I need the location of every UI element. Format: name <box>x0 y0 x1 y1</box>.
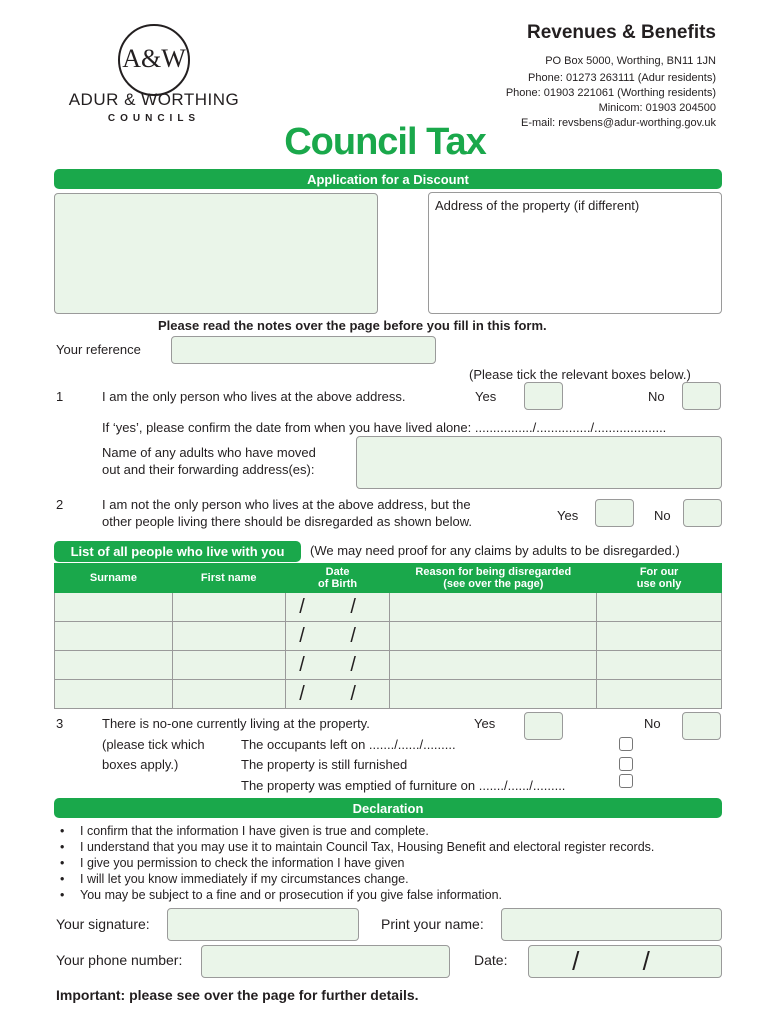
col-reason: Reason for being disregarded (see over the page) <box>390 564 597 593</box>
declaration-bar: Declaration <box>54 798 722 818</box>
q2-yes-label: Yes <box>557 508 579 523</box>
surname-cell[interactable] <box>55 651 173 680</box>
property-address-field[interactable] <box>428 192 722 314</box>
q3-no-label: No <box>644 716 661 731</box>
office-use-cell <box>597 593 722 622</box>
name-address-field[interactable] <box>54 193 378 314</box>
property-address-label: Address of the property (if different) <box>435 198 640 213</box>
signature-label: Your signature: <box>56 916 150 932</box>
first-name-cell[interactable] <box>172 680 285 709</box>
q1-adults-label-2: out and their forwarding address(es): <box>102 462 315 477</box>
people-table-header <box>55 564 722 593</box>
read-notes-instruction: Please read the notes over the page before you fill in this form. <box>158 318 547 333</box>
col-surname: Surname <box>55 564 173 593</box>
people-list-bar: List of all people who live with you <box>54 541 301 562</box>
dob-cell[interactable]: / / <box>285 593 390 622</box>
date-field[interactable] <box>528 945 722 978</box>
table-row <box>55 651 722 680</box>
date-label: Date: <box>474 952 508 968</box>
logo-councils: COUNCILS <box>107 113 201 124</box>
reason-cell[interactable] <box>390 593 597 622</box>
occupants-left-checkbox[interactable] <box>619 737 633 751</box>
q3-yes-checkbox[interactable] <box>524 712 563 740</box>
q3-yes-label: Yes <box>474 716 496 731</box>
your-reference-field[interactable] <box>171 336 436 364</box>
q1-no-checkbox[interactable] <box>682 382 721 410</box>
phone-label: Your phone number: <box>56 952 183 968</box>
emptied-checkbox[interactable] <box>619 774 633 788</box>
print-name-label: Print your name: <box>381 916 484 932</box>
furnished-checkbox[interactable] <box>619 757 633 771</box>
office-use-cell <box>597 680 722 709</box>
col-date-of-birth: Date of Birth <box>285 564 390 593</box>
surname-cell[interactable] <box>55 622 173 651</box>
q3-number: 3 <box>56 716 64 731</box>
reason-cell[interactable] <box>390 651 597 680</box>
q2-number: 2 <box>56 497 64 512</box>
q1-number: 1 <box>56 389 64 404</box>
proof-note: (We may need proof for any claims by adults to be disregarded.) <box>310 543 680 558</box>
logo-name: ADUR & WORTHING <box>68 90 240 109</box>
q3-tick-which-2: boxes apply.) <box>102 757 179 772</box>
q3-no-checkbox[interactable] <box>682 712 721 740</box>
col-first-name: First name <box>172 564 285 593</box>
first-name-cell[interactable] <box>172 622 285 651</box>
contact-email: E-mail: revsbens@adur-worthing.gov.uk <box>521 117 716 129</box>
logo-monogram: A&W <box>122 44 186 73</box>
contact-phone-worthing: Phone: 01903 221061 (Worthing residents) <box>505 87 716 99</box>
q1-text: I am the only person who lives at the above address. <box>102 389 406 404</box>
tick-note: (Please tick the relevant boxes below.) <box>469 367 691 382</box>
q3-option-emptied: The property was emptied of furniture on ......./....../......... <box>241 778 566 793</box>
moved-adults-field[interactable] <box>356 436 722 489</box>
your-reference-label: Your reference <box>56 342 141 357</box>
q2-no-checkbox[interactable] <box>683 499 722 527</box>
declaration-item: • You may be subject to a fine and or prosecution if you give false information. <box>60 887 654 903</box>
q3-tick-which-1: (please tick which <box>102 737 205 752</box>
dob-cell[interactable]: / / <box>285 651 390 680</box>
q3-option-furnished: The property is still furnished <box>241 757 408 772</box>
contact-minicom: Minicom: 01903 204500 <box>598 102 716 114</box>
q1-yes-label: Yes <box>475 389 497 404</box>
col-office-use: For our use only <box>597 564 722 593</box>
dob-cell[interactable]: / / <box>285 622 390 651</box>
table-row <box>55 622 722 651</box>
q3-text: There is no-one currently living at the property. <box>102 716 370 731</box>
phone-field[interactable] <box>201 945 450 978</box>
declaration-item: • I give you permission to check the information I have given <box>60 855 654 871</box>
application-bar: Application for a Discount <box>54 169 722 189</box>
reason-cell[interactable] <box>390 680 597 709</box>
table-row <box>55 680 722 709</box>
q3-option-occupants-left: The occupants left on ......./....../......... <box>241 737 456 752</box>
first-name-cell[interactable] <box>172 651 285 680</box>
q1-yes-checkbox[interactable] <box>524 382 563 410</box>
date-field-slashes: / / <box>572 946 678 976</box>
important-notice: Important: please see over the page for further details. <box>56 987 419 1003</box>
people-table <box>54 563 722 709</box>
council-logo <box>54 20 254 130</box>
declaration-item: • I confirm that the information I have given is true and complete. <box>60 823 654 839</box>
declaration-item: • I will let you know immediately if my circumstances change. <box>60 871 654 887</box>
reason-cell[interactable] <box>390 622 597 651</box>
surname-cell[interactable] <box>55 593 173 622</box>
signature-field[interactable] <box>167 908 359 941</box>
declaration-list <box>60 823 654 903</box>
first-name-cell[interactable] <box>172 593 285 622</box>
print-name-field[interactable] <box>501 908 722 941</box>
dob-cell[interactable]: / / <box>285 680 390 709</box>
contact-address: PO Box 5000, Worthing, BN11 1JN <box>545 55 716 67</box>
department-title: Revenues & Benefits <box>526 22 716 43</box>
q2-text-line2: other people living there should be disregarded as shown below. <box>102 514 473 529</box>
declaration-item: • I understand that you may use it to maintain Council Tax, Housing Benefit and electoral register records. <box>60 839 654 855</box>
page-title: Council Tax <box>284 121 486 163</box>
q2-text-line1: I am not the only person who lives at the above address, but the <box>102 497 471 512</box>
table-row <box>55 593 722 622</box>
office-use-cell <box>597 622 722 651</box>
q2-yes-checkbox[interactable] <box>595 499 634 527</box>
q1-adults-label-1: Name of any adults who have moved <box>102 445 316 460</box>
office-use-cell <box>597 651 722 680</box>
q2-no-label: No <box>654 508 671 523</box>
surname-cell[interactable] <box>55 680 173 709</box>
q1-date-line: If ‘yes’, please confirm the date from when you have lived alone: ................/.............../.................... <box>102 420 667 435</box>
q1-no-label: No <box>648 389 665 404</box>
contact-phone-adur: Phone: 01273 263111 (Adur residents) <box>528 72 716 84</box>
